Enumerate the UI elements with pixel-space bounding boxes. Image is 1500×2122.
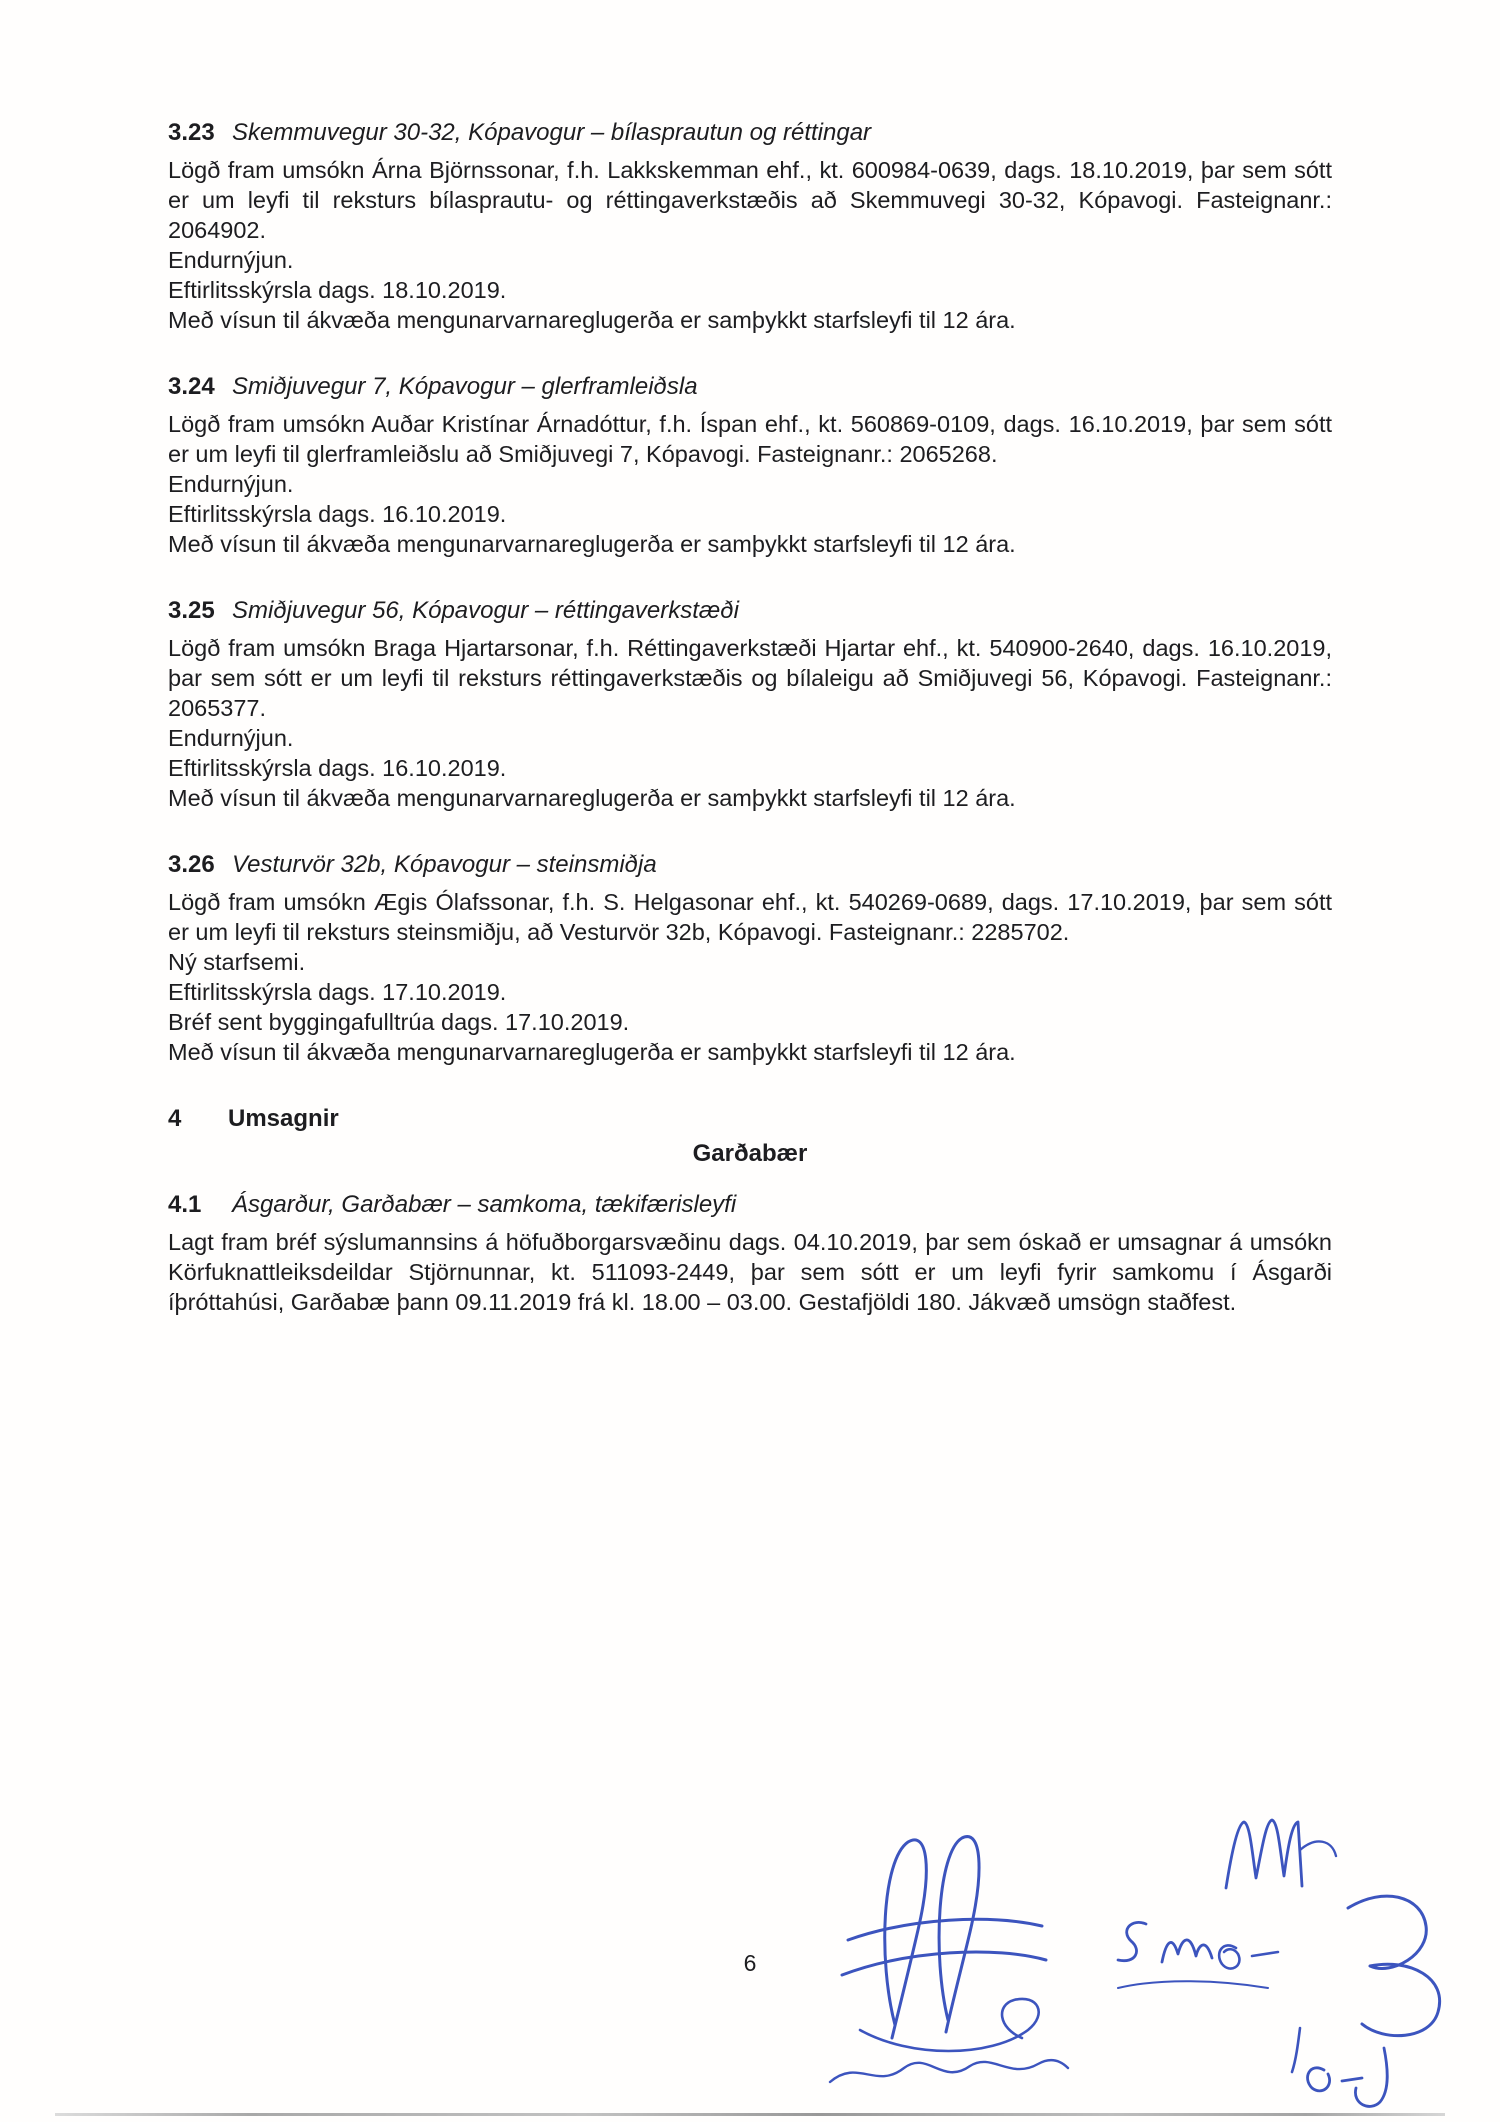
agenda-item-3-23 (168, 118, 1332, 335)
item-line: Eftirlitsskýrsla dags. 16.10.2019. (168, 755, 507, 781)
item-heading (168, 1190, 1332, 1220)
item-number: 4.1 (168, 1191, 202, 1218)
item-title: Smiðjuvegur 56, Kópavogur – réttingaverkstæði (232, 597, 739, 624)
item-line: Með vísun til ákvæða mengunarvarnareglugerða er samþykkt starfsleyfi til 12 ára. (168, 785, 1016, 811)
item-heading (168, 118, 1332, 148)
item-title: Vesturvör 32b, Kópavogur – steinsmiðja (232, 851, 657, 878)
item-line: Með vísun til ákvæða mengunarvarnareglugerða er samþykkt starfsleyfi til 12 ára. (168, 1039, 1016, 1065)
agenda-item-4-1 (168, 1190, 1332, 1317)
item-number: 3.26 (168, 851, 215, 878)
item-line: Eftirlitsskýrsla dags. 16.10.2019. (168, 501, 507, 527)
chapter-number: 4 (168, 1105, 182, 1132)
document-content (168, 118, 1332, 1354)
item-number: 3.25 (168, 597, 215, 624)
item-title: Skemmuvegur 30-32, Kópavogur – bílasprautun og réttingar (232, 119, 872, 146)
item-body: Lagt fram bréf sýslumannsins á höfuðborgarsvæðinu dags. 04.10.2019, þar sem óskað er umsagnar á umsókn Körfuknattleiksdeildar Stjörnunnar, kt. 511093-2449, þar sem sótt er um leyfi fyrir samkomu í Ásgarði íþróttahúsi, Garðabæ þann 09.11.2019 frá kl. 18.00 – 03.00. Gestafjöldi 180. Jákvæð umsögn staðfest. (168, 1229, 1332, 1315)
chapter-heading (168, 1104, 1332, 1134)
item-number: 3.23 (168, 119, 215, 146)
item-line: Endurnýjun. (168, 471, 294, 497)
page-number: 6 (743, 1950, 757, 1976)
item-number: 3.24 (168, 373, 215, 400)
chapter-title: Umsagnir (228, 1105, 339, 1132)
item-body: Lögð fram umsókn Árna Björnssonar, f.h. Lakkskemman ehf., kt. 600984-0639, dags. 18.10.2019, þar sem sótt er um leyfi til reksturs bílasprautu- og réttingaverkstæðis að Skemmuvegi 30-32, Kópavogi. Fasteignanr.: 2064902. (168, 157, 1332, 243)
item-line: Bréf sent byggingafulltrúa dags. 17.10.2019. (168, 1009, 630, 1035)
item-line: Með vísun til ákvæða mengunarvarnareglugerða er samþykkt starfsleyfi til 12 ára. (168, 307, 1016, 333)
scan-edge-line (55, 2113, 1445, 2116)
item-heading (168, 372, 1332, 402)
item-line: Eftirlitsskýrsla dags. 18.10.2019. (168, 277, 507, 303)
item-line: Eftirlitsskýrsla dags. 17.10.2019. (168, 979, 507, 1005)
item-heading (168, 596, 1332, 626)
agenda-item-3-26 (168, 850, 1332, 1067)
item-line: Endurnýjun. (168, 725, 294, 751)
agenda-item-3-25 (168, 596, 1332, 813)
item-body: Lögð fram umsókn Braga Hjartarsonar, f.h. Réttingaverkstæði Hjartar ehf., kt. 540900-2640, dags. 16.10.2019, þar sem sótt er um leyfi til reksturs réttingaverkstæðis og bílaleigu að Smiðjuvegi 56, Kópavogi. Fasteignanr.: 2065377. (168, 635, 1332, 721)
item-title: Smiðjuvegur 7, Kópavogur – glerframleiðsla (232, 373, 698, 400)
item-body: Lögð fram umsókn Auðar Kristínar Árnadóttur, f.h. Íspan ehf., kt. 560869-0109, dags. 16.10.2019, þar sem sótt er um leyfi til glerframleiðslu að Smiðjuvegi 7, Kópavogi. Fasteignanr.: 2065268. (168, 411, 1332, 467)
item-heading (168, 850, 1332, 880)
item-line: Með vísun til ákvæða mengunarvarnareglugerða er samþykkt starfsleyfi til 12 ára. (168, 531, 1016, 557)
agenda-item-3-24 (168, 372, 1332, 559)
item-line: Endurnýjun. (168, 247, 294, 273)
item-title: Ásgarður, Garðabær – samkoma, tækifærisleyfi (232, 1191, 737, 1218)
region-heading: Garðabær (692, 1140, 808, 1167)
item-line: Ný starfsemi. (168, 949, 306, 975)
item-body: Lögð fram umsókn Ægis Ólafssonar, f.h. S. Helgasonar ehf., kt. 540269-0689, dags. 17.10.2019, þar sem sótt er um leyfi til reksturs steinsmiðju, að Vesturvör 32b, Kópavogi. Fasteignanr.: 2285702. (168, 889, 1332, 945)
